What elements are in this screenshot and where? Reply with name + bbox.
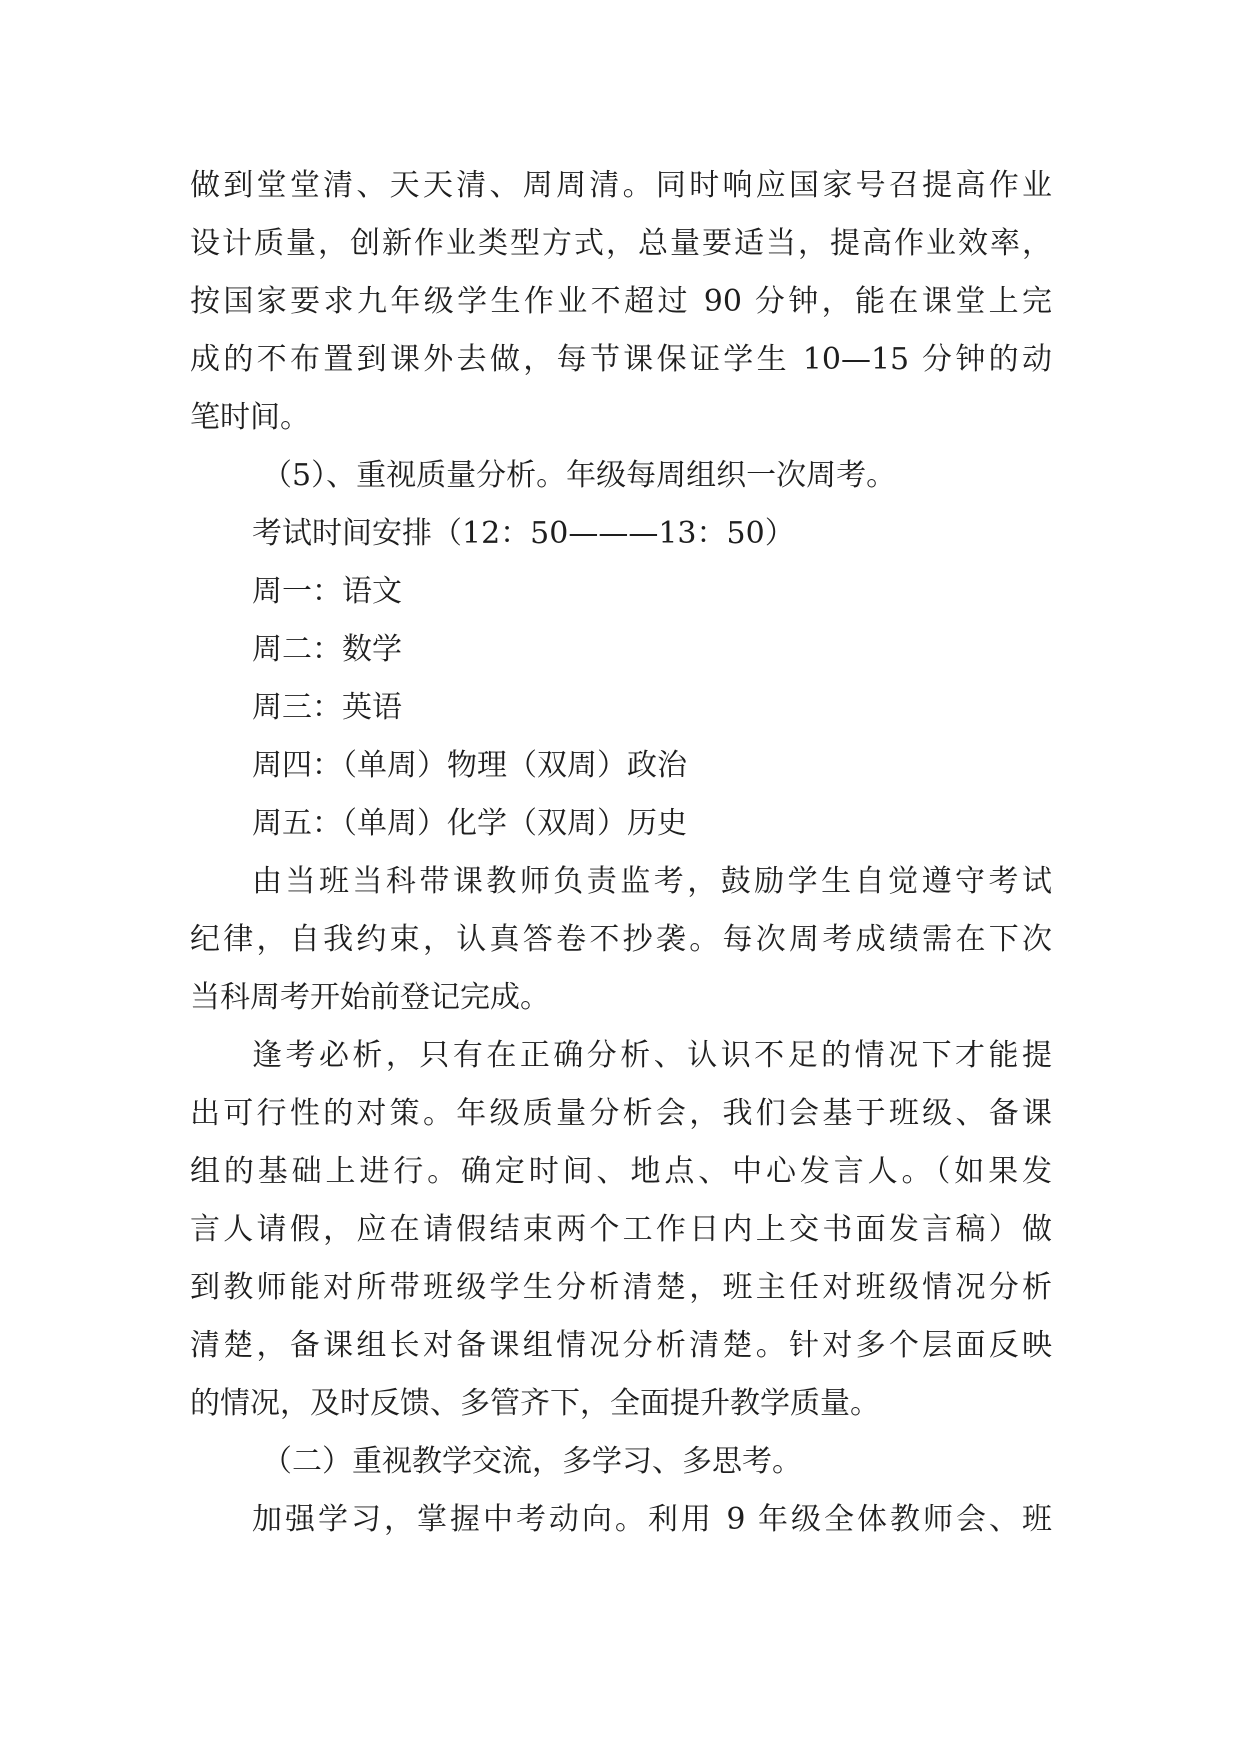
paragraph-line: 笔时间。: [190, 400, 310, 435]
paragraph-line: 成的不布置到课外去做，每节课保证学生 10—15 分钟的动: [190, 342, 1052, 377]
paragraph-line: 的情况，及时反馈、多管齐下，全面提升教学质量。: [190, 1386, 880, 1421]
schedule-item: 周二：数学: [252, 632, 402, 667]
section-heading: （5）、重视质量分析。年级每周组织一次周考。: [262, 458, 897, 493]
paragraph-line: 逢考必析，只有在正确分析、认识不足的情况下才能提: [252, 1038, 1052, 1073]
paragraph-line: 到教师能对所带班级学生分析清楚，班主任对班级情况分析: [190, 1270, 1052, 1305]
paragraph-line: 由当班当科带课教师负责监考，鼓励学生自觉遵守考试: [252, 864, 1052, 899]
paragraph-line: 做到堂堂清、天天清、周周清。同时响应国家号召提高作业: [190, 168, 1052, 203]
paragraph-line: 加强学习，掌握中考动向。利用 9 年级全体教师会、班: [252, 1502, 1052, 1537]
section-heading: （二）重视教学交流，多学习、多思考。: [262, 1444, 802, 1479]
paragraph-line: 清楚，备课组长对备课组情况分析清楚。针对多个层面反映: [190, 1328, 1052, 1363]
exam-schedule-title: 考试时间安排（12：50———13：50）: [252, 516, 795, 551]
paragraph-line: 当科周考开始前登记完成。: [190, 980, 550, 1015]
schedule-item: 周一：语文: [252, 574, 402, 609]
paragraph-line: 纪律，自我约束，认真答卷不抄袭。每次周考成绩需在下次: [190, 922, 1052, 957]
paragraph-line: 设计质量，创新作业类型方式，总量要适当，提高作业效率，: [190, 226, 1052, 261]
paragraph-line: 按国家要求九年级学生作业不超过 90 分钟，能在课堂上完: [190, 284, 1052, 319]
schedule-item: 周四：（单周）物理（双周）政治: [252, 748, 687, 783]
paragraph-line: 出可行性的对策。年级质量分析会，我们会基于班级、备课: [190, 1096, 1052, 1131]
paragraph-line: 言人请假，应在请假结束两个工作日内上交书面发言稿）做: [190, 1212, 1052, 1247]
schedule-item: 周三：英语: [252, 690, 402, 725]
paragraph-line: 组的基础上进行。确定时间、地点、中心发言人。（如果发: [190, 1154, 1052, 1189]
schedule-item: 周五：（单周）化学（双周）历史: [252, 806, 687, 841]
